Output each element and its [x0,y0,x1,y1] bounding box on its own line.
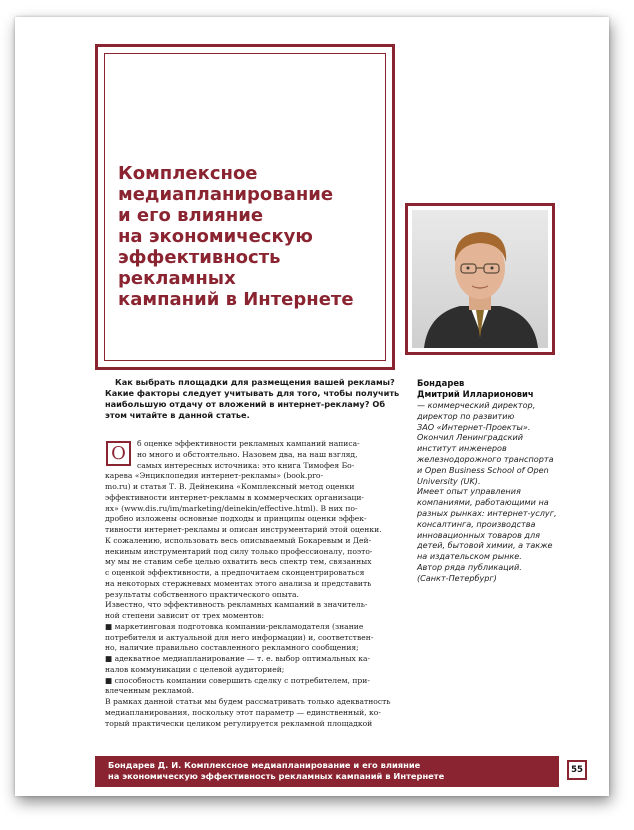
bio-line: Окончил Ленинградский [417,432,524,443]
author-surname: Бондарев [417,378,465,388]
body-line: карева «Энциклопедия интернет-рекламы» (book.pro- [105,471,324,481]
bio-line: компаниями, работающими на [417,497,549,508]
body-line: но много и обстоятельно. Назовем два, на наш взгляд, [137,449,358,459]
body-line: Известно, что эффективность рекламных кампаний в значитель- [105,600,368,610]
title-line: и его влияние [118,205,264,226]
body-line: ной степени зависит от трех моментов: [105,611,265,620]
bio-line: Имеет опыт управления [417,486,521,497]
bio-line: железнодорожного транспорта [417,453,554,464]
body-line: ях» (www.dis.ru/im/marketing/deinekin/effective.html). В них по- [105,503,358,513]
body-line: результаты собственного практического опыта. [105,589,299,599]
author-photo [412,210,548,348]
body-line: самых интересных источника: это книга Тимофея Бо- [137,460,355,470]
author-name [417,378,607,400]
body-line: торый практически целиком регулируется рекламной площадкой [105,718,373,728]
body-line: тивности интернет-рекламы и описан инструментарий этой оценки. [105,525,382,534]
body-line: ■ способность компании совершить сделку с потребителем, при- [105,675,370,685]
title-line: рекламных [118,268,236,289]
bio-line: и Open Business School of Open [417,464,549,475]
bio-line: — коммерческий директор, [417,400,536,410]
title-line: Комплексное [118,163,258,184]
body-line: некиным инструментарий под силу только профессионалу, поэто- [105,546,373,556]
body-line: дробно изложены основные подходы и принципы оценки эффек- [105,514,367,524]
body-line: ■ маркетинговая подготовка компании-рекламодателя (знание [105,621,364,631]
author-photo-frame [405,203,555,355]
body-line: влеченным рекламой. [105,686,195,696]
body-line: mo.ru) и статья Т. В. Дейнекина «Комплексный метод оценки [105,482,355,491]
body-line: медиапланирования, поскольку этот параметр — единственный, ко- [105,707,381,717]
author-given-names: Дмитрий Илларионович [417,389,534,399]
body-line: му мы не ставим себе целью охватить весь спектр тем, связанных [105,557,372,567]
article-body [105,439,402,729]
body-line: с оценкой эффективности, а предпочитаем сконцентрироваться [105,568,365,577]
bio-line: (Санкт-Петербург) [417,572,497,583]
body-line: б оценке эффективности рекламных кампаний написа- [137,439,360,448]
title-line: медиапланирование [118,184,334,205]
footer-line: Бондарев Д. И. Комплексное медиапланирование и его влияние [108,760,421,770]
body-line: эффективности интернет-рекламы в коммерческих организаци- [105,492,364,502]
bio-line: консалтинга, производства [417,518,536,529]
title-line: на экономическую [118,226,313,247]
author-bio [417,400,567,584]
bio-line: Автор ряда публикаций. [417,561,522,572]
title-line: кампаний в Интернете [118,289,354,310]
bio-line: разных рынках: интернет-услуг, [417,507,557,518]
running-footer [108,760,548,782]
article-lead: Как выбрать площадки для размещения вашей рекламы? Какие факторы следует учитывать для того, чтобы получить наибольшую отдачу от вложений в интернет-рекламу? Об этом читайте в данной статье. [105,377,400,420]
page-number: 55 [567,760,587,780]
bio-line: директор по развитию [417,410,515,421]
bio-line: на издательском рынке. [417,551,522,562]
bio-line: ЗАО «Интернет-Проекты». [417,421,531,432]
body-line: но, наличие правильно составленного рекламного сообщения; [105,643,359,653]
footer-line: на экономическую эффективность рекламных кампаний в Интернете [108,771,445,781]
title-line: эффективность [118,247,281,268]
body-line: В рамках данной статьи мы будем рассматривать только адекватность [105,697,391,706]
bio-line: инновационных товаров для [417,529,541,540]
body-line: на некоторых стержневых моментах этого анализа и представить [105,578,372,588]
body-line: налов коммуникации с целевой аудиторией; [105,664,285,674]
body-line: К сожалению, использовать весь описываемый Бокаревым и Дей- [105,535,372,545]
bio-line: институт инженеров [417,443,507,454]
magazine-page [15,17,609,796]
body-line: ■ адекватное медиапланирование — т. е. выбор оптимальных ка- [105,654,371,663]
body-line: потребителя и актуальной для него информации) и, соответствен- [105,632,374,642]
bio-line: University (UK). [417,475,481,486]
drop-cap: О [106,441,131,466]
article-title [118,163,388,310]
bio-line: детей, бытовой химии, а также [417,540,553,551]
